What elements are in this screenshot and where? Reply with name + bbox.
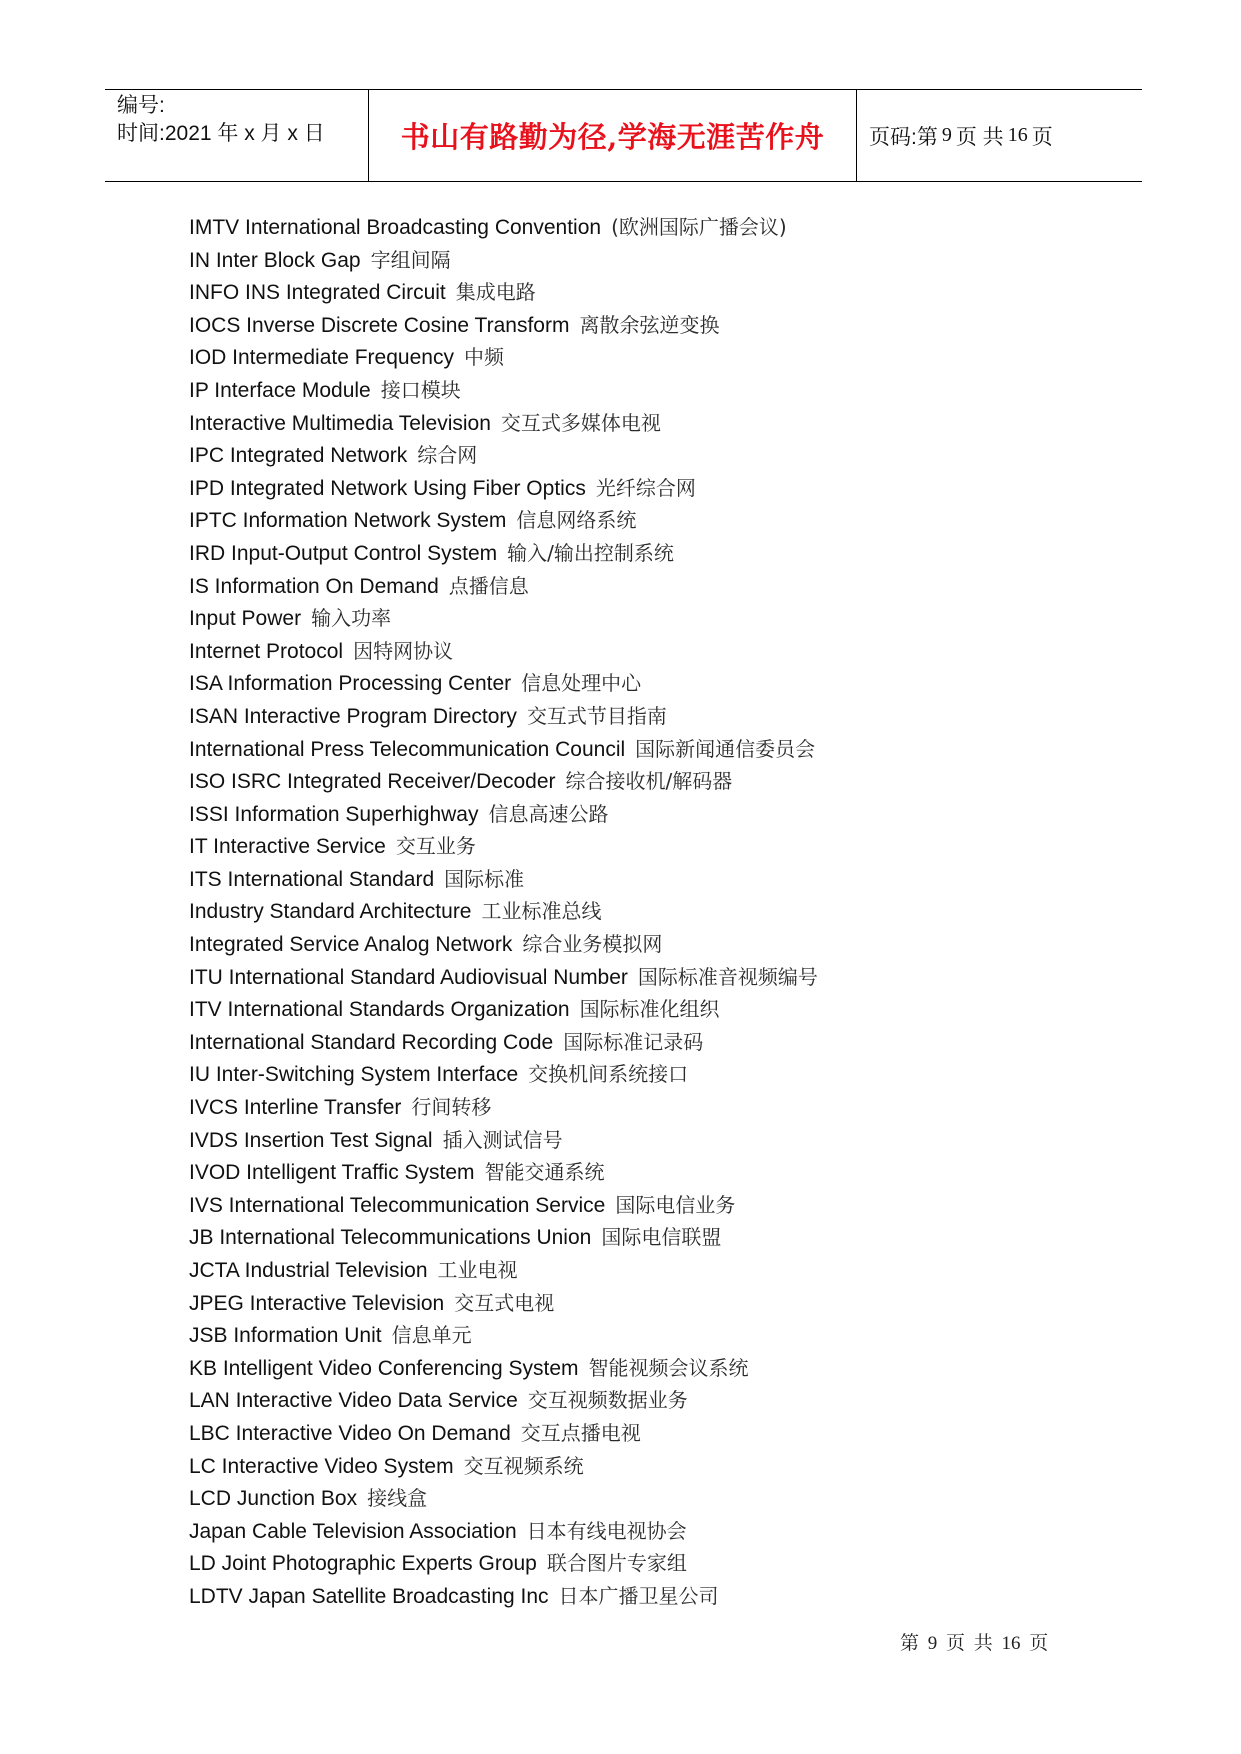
glossary-entry: [189, 1319, 1149, 1352]
glossary-entry: [189, 700, 1149, 733]
entry-translation: 输入功率: [311, 606, 392, 631]
entry-term: ISO ISRC Integrated Receiver/Decoder: [189, 770, 556, 794]
entry-translation: 综合网: [417, 443, 478, 468]
entry-term: IMTV International Broadcasting Convention: [189, 216, 602, 239]
entry-term: IPD Integrated Network Using Fiber Optics: [189, 476, 586, 500]
entry-term: International Standard Recording Code: [189, 1030, 554, 1054]
entry-term: IVDS Insertion Test Signal: [189, 1128, 433, 1152]
page-suffix: 页: [1031, 125, 1053, 149]
glossary-entry: [189, 1287, 1149, 1320]
entry-term: LBC Interactive Video On Demand: [189, 1421, 511, 1445]
glossary-entry: [189, 472, 1149, 505]
entry-translation: 国际新闻通信委员会: [635, 736, 816, 761]
glossary-entry: [189, 1254, 1149, 1287]
entry-translation: 输入/输出控制系统: [507, 540, 674, 565]
entry-term: INFO INS Integrated Circuit: [189, 281, 446, 305]
glossary-entry: [189, 928, 1149, 961]
entry-translation: 交互视频系统: [463, 1453, 584, 1478]
glossary-entry: [189, 1156, 1149, 1189]
glossary-entry: [189, 439, 1149, 472]
glossary-entry: [189, 602, 1149, 635]
entry-translation: 行间转移: [411, 1095, 492, 1120]
glossary-entry: [189, 635, 1149, 668]
entry-term: IU Inter-Switching System Interface: [189, 1063, 519, 1087]
entry-term: LC Interactive Video System: [189, 1454, 454, 1478]
entry-translation: 中频: [463, 345, 504, 370]
entry-term: IVS International Telecommunication Service: [189, 1193, 606, 1217]
glossary-entry: [189, 1124, 1149, 1157]
glossary-entry: [189, 798, 1149, 831]
entry-translation: 因特网协议: [353, 638, 454, 663]
glossary-entry: [189, 1189, 1149, 1222]
entry-term: International Press Telecommunication Council: [189, 737, 626, 761]
header-meta: [105, 90, 369, 181]
entry-term: IT Interactive Service: [189, 835, 386, 859]
entry-translation: 国际标准音视频编号: [637, 964, 818, 989]
page-mid: 页 共: [955, 125, 1004, 149]
entry-term: IS Information On Demand: [189, 574, 439, 598]
glossary-entry: [189, 1482, 1149, 1515]
entry-term: ITV International Standards Organization: [189, 998, 570, 1022]
entry-translation: 日本有线电视协会: [526, 1518, 687, 1543]
entry-translation: 国际电信业务: [615, 1192, 736, 1217]
glossary-entry: [189, 341, 1149, 374]
entry-translation: 信息单元: [391, 1323, 472, 1348]
entry-translation: 信息处理中心: [521, 671, 642, 696]
entry-translation: 离散余弦逆变换: [579, 312, 720, 337]
entry-term: ISAN Interactive Program Directory: [189, 704, 517, 728]
entry-translation: 交互业务: [395, 834, 476, 859]
glossary-entry: [189, 1515, 1149, 1548]
entry-term: KB Intelligent Video Conferencing System: [189, 1356, 579, 1380]
page-footer: 第 9 页 共 16 页: [900, 1633, 1049, 1654]
entry-translation: 国际标准: [444, 866, 525, 891]
entry-term: Input Power: [189, 607, 302, 631]
entry-translation: 集成电路: [455, 280, 536, 305]
entry-translation: 综合业务模拟网: [522, 932, 663, 957]
entry-term: Japan Cable Television Association: [189, 1519, 517, 1543]
glossary-entry: [189, 765, 1149, 798]
entry-term: Integrated Service Analog Network: [189, 933, 513, 957]
entry-term: LAN Interactive Video Data Service: [189, 1389, 518, 1413]
entry-translation: 接口模块: [380, 377, 461, 402]
glossary-entry: [189, 993, 1149, 1026]
page-current: 9: [941, 124, 952, 146]
entry-translation: 国际电信联盟: [601, 1225, 722, 1250]
glossary-entry: [189, 1091, 1149, 1124]
glossary-list: [189, 211, 1149, 1613]
page-header: [105, 89, 1142, 182]
glossary-entry: [189, 570, 1149, 603]
glossary-entry: [189, 830, 1149, 863]
header-motto: 书山有路勤为径,学海无涯苦作舟: [369, 90, 857, 181]
entry-term: JB International Telecommunications Union: [189, 1226, 592, 1250]
entry-term: IVCS Interline Transfer: [189, 1096, 402, 1120]
entry-translation: 交互点播电视: [520, 1420, 641, 1445]
entry-term: LCD Junction Box: [189, 1487, 358, 1511]
glossary-entry: [189, 667, 1149, 700]
glossary-entry: [189, 961, 1149, 994]
entry-translation: 信息高速公路: [488, 801, 609, 826]
entry-term: IPC Integrated Network: [189, 444, 408, 468]
entry-translation: 工业电视: [437, 1258, 518, 1282]
entry-term: Industry Standard Architecture: [189, 900, 472, 924]
glossary-entry: [189, 1221, 1149, 1254]
glossary-entry: [189, 733, 1149, 766]
entry-term: Interactive Multimedia Television: [189, 411, 491, 435]
entry-translation: 综合接收机/解码器: [565, 769, 733, 794]
entry-term: JCTA Industrial Television: [189, 1259, 428, 1282]
entry-term: LD Joint Photographic Experts Group: [189, 1552, 537, 1576]
glossary-entry: [189, 276, 1149, 309]
entry-term: ISSI Information Superhighway: [189, 802, 479, 826]
entry-translation: 点播信息: [448, 573, 529, 598]
page-prefix: 页码:第: [869, 125, 938, 149]
glossary-entry: [189, 407, 1149, 440]
glossary-entry: [189, 504, 1149, 537]
entry-translation: 交互式电视: [454, 1290, 555, 1315]
entry-translation: 交互视频数据业务: [527, 1388, 688, 1413]
glossary-entry: [189, 1026, 1149, 1059]
entry-term: IOD Intermediate Frequency: [189, 346, 454, 370]
glossary-entry: [189, 863, 1149, 896]
entry-term: JSB Information Unit: [189, 1324, 382, 1348]
entry-term: Internet Protocol: [189, 639, 344, 663]
entry-term: IVOD Intelligent Traffic System: [189, 1161, 475, 1185]
entry-translation: 工业标准总线: [481, 899, 602, 924]
glossary-entry: [189, 309, 1149, 342]
glossary-entry: [189, 1580, 1149, 1613]
entry-translation: 接线盒: [367, 1486, 428, 1511]
glossary-entry: [189, 537, 1149, 570]
entry-translation: 交换机间系统接口: [528, 1062, 689, 1087]
entry-term: IN Inter Block Gap: [189, 248, 361, 272]
glossary-entry: [189, 1417, 1149, 1450]
entry-term: IRD Input-Output Control System: [189, 541, 498, 565]
entry-translation: 智能视频会议系统: [588, 1355, 749, 1380]
entry-translation: 国际标准化组织: [579, 997, 720, 1022]
entry-translation: 交互式多媒体电视: [500, 410, 661, 435]
glossary-entry: [189, 1352, 1149, 1385]
entry-translation: (欧洲国际广播会议): [611, 215, 787, 239]
glossary-entry: [189, 1547, 1149, 1580]
entry-translation: 光纤综合网: [595, 475, 696, 500]
entry-translation: 国际标准记录码: [563, 1029, 704, 1054]
glossary-entry: [189, 1450, 1149, 1483]
entry-term: ISA Information Processing Center: [189, 672, 512, 696]
entry-translation: 日本广播卫星公司: [558, 1583, 719, 1608]
entry-translation: 信息网络系统: [516, 508, 637, 533]
entry-term: IPTC Information Network System: [189, 509, 507, 533]
document-time: 时间:2021 年 x 月 x 日: [117, 122, 325, 145]
entry-translation: 联合图片专家组: [546, 1551, 687, 1576]
entry-translation: 插入测试信号: [442, 1127, 563, 1152]
entry-translation: 交互式节目指南: [526, 703, 667, 728]
document-number-label: 编号:: [117, 94, 165, 117]
glossary-entry: [189, 211, 1149, 244]
entry-term: IP Interface Module: [189, 378, 371, 402]
entry-term: JPEG Interactive Television: [189, 1291, 445, 1315]
entry-term: IOCS Inverse Discrete Cosine Transform: [189, 313, 570, 337]
glossary-entry: [189, 1058, 1149, 1091]
glossary-entry: [189, 895, 1149, 928]
entry-term: ITS International Standard: [189, 867, 435, 891]
header-page-info: [857, 90, 1142, 181]
glossary-entry: [189, 1384, 1149, 1417]
entry-term: ITU International Standard Audiovisual Number: [189, 965, 628, 989]
entry-term: LDTV Japan Satellite Broadcasting Inc: [189, 1584, 549, 1608]
glossary-entry: [189, 374, 1149, 407]
entry-translation: 字组间隔: [370, 247, 451, 272]
page-total: 16: [1007, 124, 1028, 146]
entry-translation: 智能交通系统: [484, 1160, 605, 1185]
glossary-entry: [189, 244, 1149, 277]
